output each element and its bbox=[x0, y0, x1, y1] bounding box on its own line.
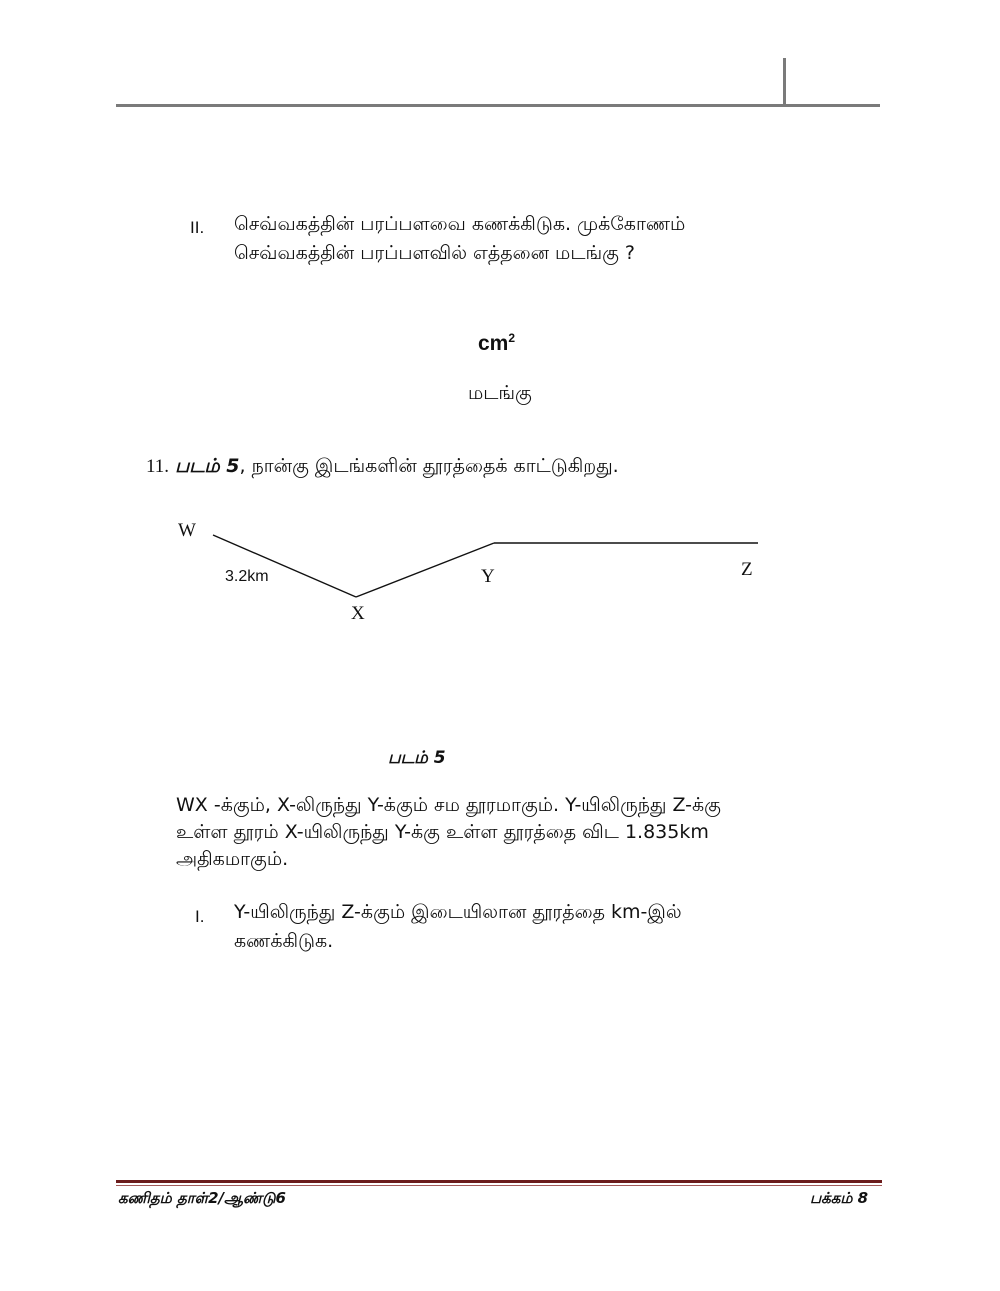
question-i-line-2: கணக்கிடுக. bbox=[234, 930, 334, 952]
question-11-number: 11. bbox=[146, 456, 170, 477]
question-i-text bbox=[234, 898, 854, 956]
segment-wx bbox=[213, 535, 356, 597]
footer-rule-thin bbox=[116, 1185, 882, 1186]
point-label-w: W bbox=[178, 520, 196, 541]
footer-subject: கணிதம் தாள்2/ஆண்டு6 bbox=[118, 1189, 286, 1207]
area-unit-exponent: 2 bbox=[508, 331, 516, 345]
question-ii-line-1: செவ்வகத்தின் பரப்பளவை கணக்கிடுக. முக்கோணம் bbox=[234, 213, 686, 235]
info-paragraph bbox=[176, 792, 856, 873]
question-i-numeral: I. bbox=[195, 907, 205, 926]
area-unit-base: cm bbox=[478, 332, 509, 355]
footer-page-number: பக்கம் 8 bbox=[810, 1189, 869, 1207]
question-ii-line-2: செவ்வகத்தின் பரப்பளவில் எத்தனை மடங்கு ? bbox=[234, 242, 636, 264]
distance-label-wx: 3.2km bbox=[225, 568, 269, 585]
question-ii-numeral: II. bbox=[190, 218, 205, 237]
question-11-figure-ref: படம் 5 bbox=[175, 455, 240, 477]
point-label-y: Y bbox=[481, 566, 495, 587]
segment-xy bbox=[356, 543, 494, 597]
question-11-text: , நான்கு இடங்களின் தூரத்தைக் காட்டுகிறது. bbox=[239, 455, 619, 477]
footer-rule bbox=[116, 1180, 882, 1183]
figure-caption: படம் 5 bbox=[388, 748, 446, 768]
question-i-line-1: Y-யிலிருந்து Z-க்கும் இடையிலான தூரத்தை km-இல் bbox=[234, 901, 682, 923]
info-line-3: அதிகமாகும். bbox=[176, 848, 289, 870]
times-label: மடங்கு bbox=[468, 382, 532, 404]
info-line-1: WX -க்கும், X-லிருந்து Y-க்கும் சம தூரமாகும். Y-யிலிருந்து Z-க்கு bbox=[176, 794, 721, 816]
point-label-z: Z bbox=[741, 559, 753, 580]
info-line-2: உள்ள தூரம் X-யிலிருந்து Y-க்கு உள்ள தூரத்தை விட 1.835km bbox=[176, 821, 709, 843]
point-label-x: X bbox=[351, 603, 365, 624]
